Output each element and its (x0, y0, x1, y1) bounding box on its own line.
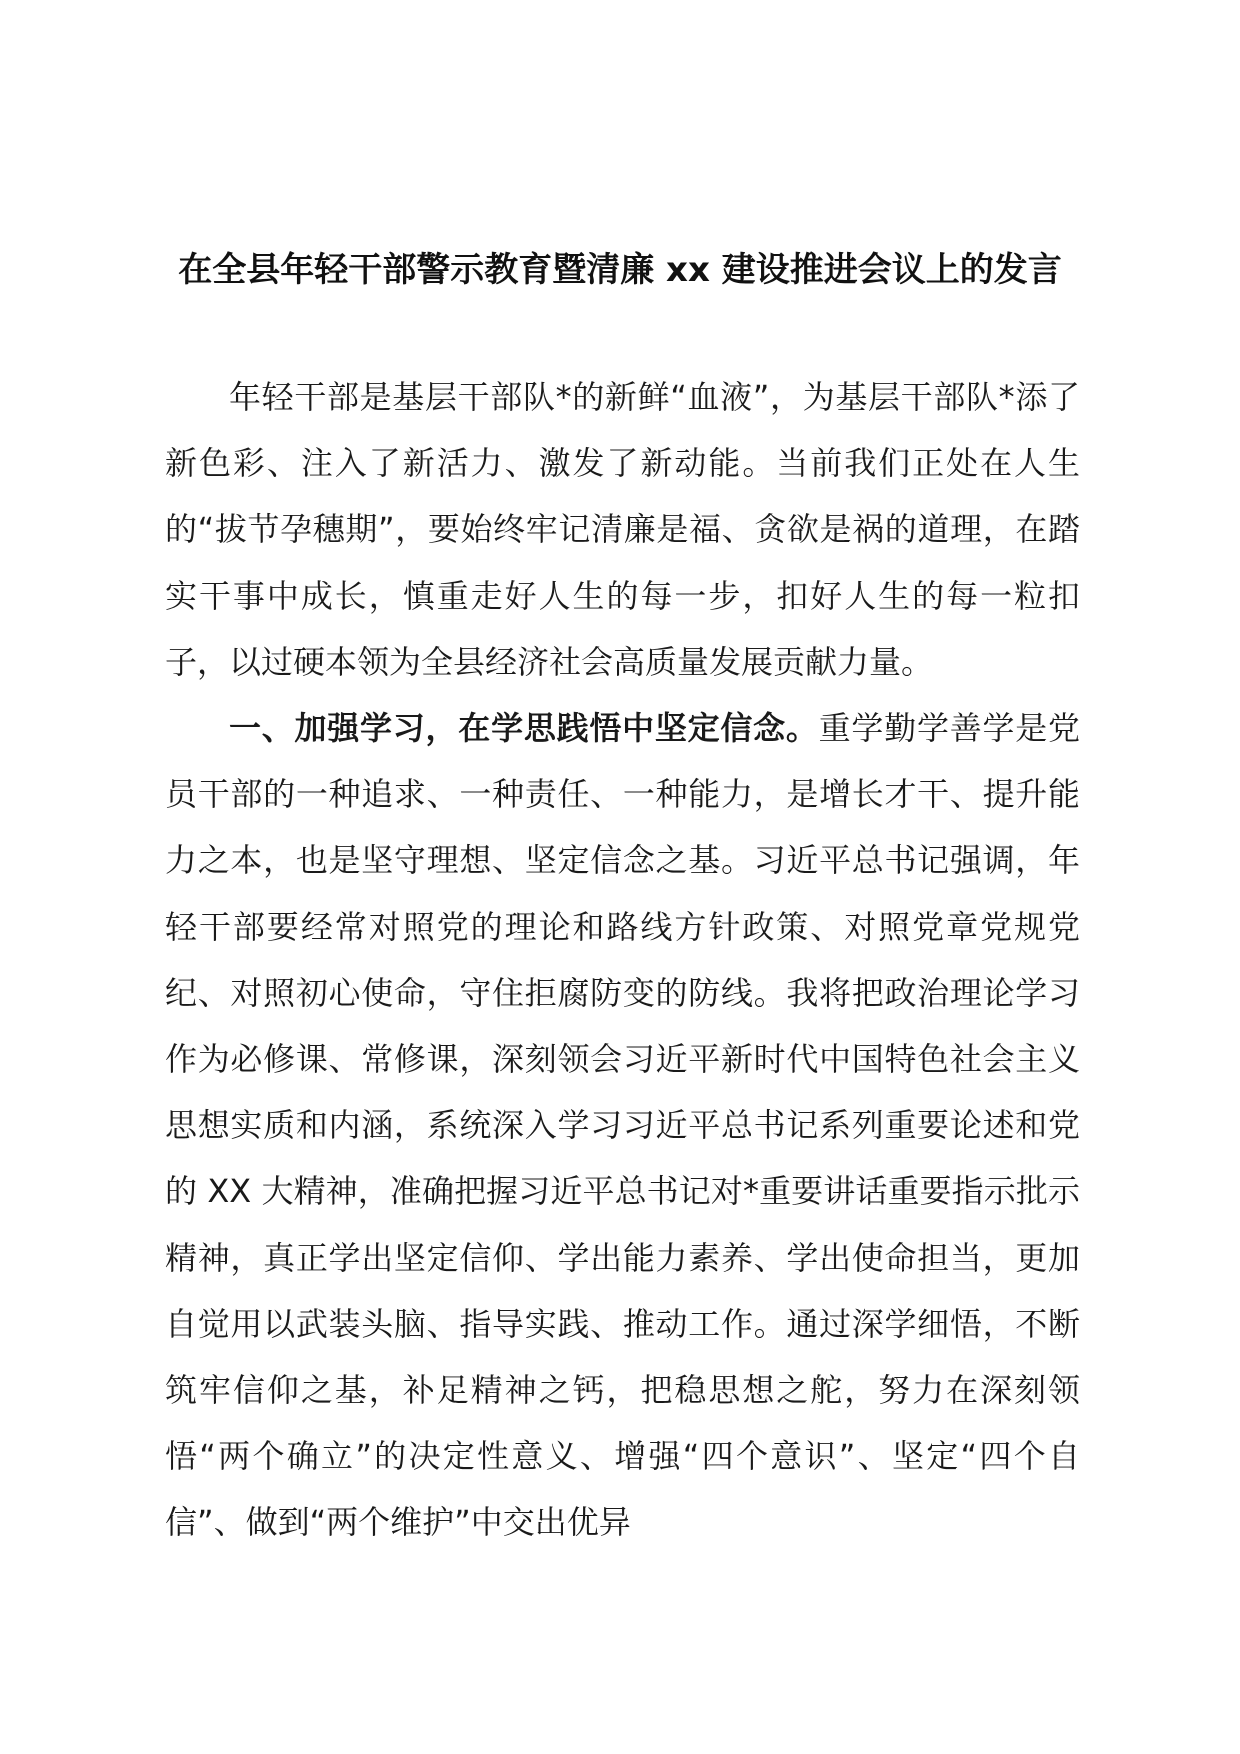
paragraph-text: 重学勤学善学是党员干部的一种追求、一种责任、一种能力，是增长才干、提升能力之本，也是坚守理想、坚定信念之基。习近平总书记强调，年轻干部要经常对照党的理论和路线方针政策、对照党章党规党纪、对照初心使命，守住拒腐防变的防线。我将把政治理论学习作为必修课、常修课，深刻领会习近平新时代中国特色社会主义思想实质和内涵，系统深入学习习近平总书记系列重要论述和党的 XX 大精神，准确把握习近平总书记对*重要讲话重要指示批示精神，真正学出坚定信仰、学出能力素养、学出使命担当，更加自觉用以武装头脑、指导实践、推动工作。通过深学细悟，不断筑牢信仰之基，补足精神之钙，把稳思想之舵，努力在深刻领悟“两个确立”的决定性意义、增强“四个意识”、坚定“四个自信”、做到“两个维护”中交出优异 (165, 709, 1080, 1542)
paragraph-text: 年轻干部是基层干部队*的新鲜“血液”，为基层干部队*添了新色彩、注入了新活力、激发了新动能。当前我们正处在人生的“拔节孕穗期”，要始终牢记清廉是福、贪欲是祸的道理，在踏实干事中成长，慎重走好人生的每一步，扣好人生的每一粒扣子，以过硬本领为全县经济社会高质量发展贡献力量。 (165, 378, 1080, 681)
paragraph-section-1 (165, 695, 1080, 1556)
section-heading: 一、加强学习，在学思践悟中坚定信念。 (229, 709, 819, 748)
document-title: 在全县年轻干部警示教育暨清廉 xx 建设推进会议上的发言 (178, 250, 1062, 290)
paragraph-intro (165, 364, 1080, 695)
document-body (165, 364, 1080, 1556)
